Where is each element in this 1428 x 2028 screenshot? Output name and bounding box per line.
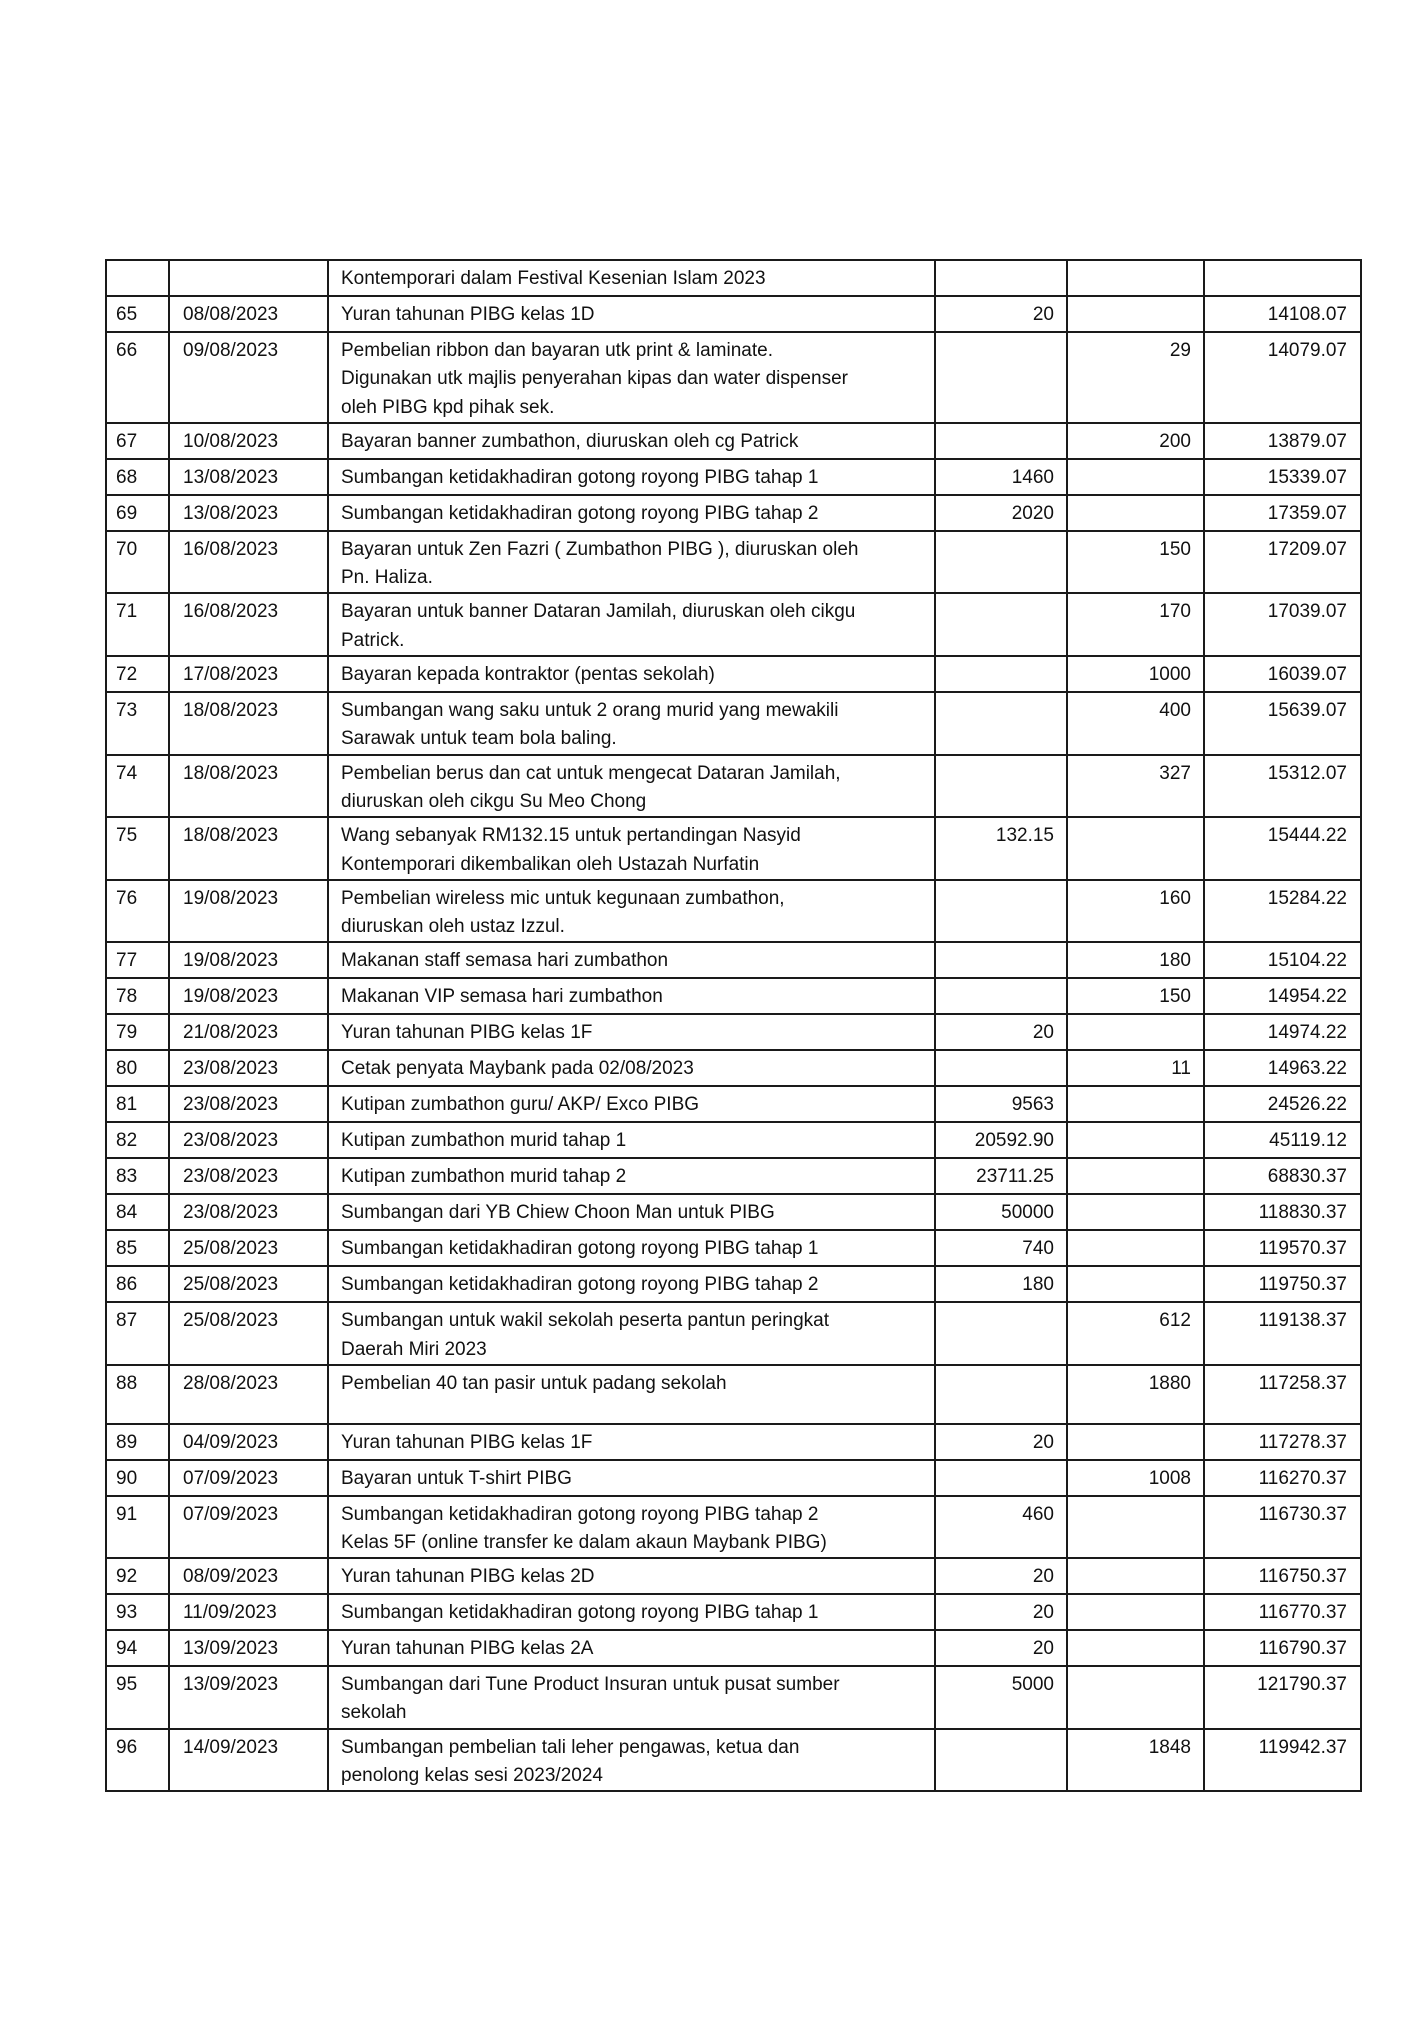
balance-cell: 16039.07	[1204, 656, 1361, 692]
row-number-cell: 87	[106, 1302, 169, 1365]
date-cell: 18/08/2023	[169, 817, 328, 880]
debit-cell	[1067, 1594, 1204, 1630]
credit-cell	[935, 656, 1067, 692]
debit-cell	[1067, 1266, 1204, 1302]
description-line: Sarawak untuk team bola baling.	[341, 728, 617, 750]
balance-cell: 13879.07	[1204, 423, 1361, 459]
row-number-cell: 79	[106, 1014, 169, 1050]
balance-cell: 15284.22	[1204, 880, 1361, 943]
credit-cell: 1460	[935, 459, 1067, 495]
description-line: Bayaran untuk banner Dataran Jamilah, diuruskan oleh cikgu	[341, 601, 856, 623]
row-number-cell: 85	[106, 1230, 169, 1266]
row-number-cell: 66	[106, 332, 169, 423]
description-cell	[328, 593, 935, 656]
row-number-cell: 86	[106, 1266, 169, 1302]
balance-cell: 116730.37	[1204, 1496, 1361, 1559]
date-cell: 21/08/2023	[169, 1014, 328, 1050]
debit-cell	[1067, 817, 1204, 880]
description-line: Wang sebanyak RM132.15 untuk pertandingan Nasyid	[341, 825, 801, 847]
row-number-cell: 70	[106, 531, 169, 594]
debit-cell: 200	[1067, 423, 1204, 459]
description-line: Pembelian berus dan cat untuk mengecat Dataran Jamilah,	[341, 762, 841, 784]
description-line: Sumbangan ketidakhadiran gotong royong PIBG tahap 1	[341, 1238, 819, 1260]
debit-cell	[1067, 1630, 1204, 1666]
credit-cell: 2020	[935, 495, 1067, 531]
row-number-cell: 76	[106, 880, 169, 943]
description-line: Sumbangan ketidakhadiran gotong royong PIBG tahap 1	[341, 1602, 819, 1624]
date-cell: 18/08/2023	[169, 692, 328, 755]
ledger-body	[106, 260, 1361, 1791]
description-line: Digunakan utk majlis penyerahan kipas dan water dispenser	[341, 368, 848, 390]
description-line: Bayaran kepada kontraktor (pentas sekolah)	[341, 664, 715, 686]
table-row	[106, 1050, 1361, 1086]
date-cell: 16/08/2023	[169, 531, 328, 594]
description-line: Kontemporari dikembalikan oleh Ustazah Nurfatin	[341, 853, 760, 875]
debit-cell	[1067, 1122, 1204, 1158]
description-cell	[328, 978, 935, 1014]
description-cell	[328, 495, 935, 531]
table-row	[106, 1266, 1361, 1302]
description-line: Daerah Miri 2023	[341, 1338, 487, 1360]
balance-cell: 116270.37	[1204, 1460, 1361, 1496]
description-line: diuruskan oleh cikgu Su Meo Chong	[341, 790, 647, 812]
description-cell	[328, 1496, 935, 1559]
description-cell	[328, 1460, 935, 1496]
debit-cell	[1067, 1158, 1204, 1194]
balance-cell: 119750.37	[1204, 1266, 1361, 1302]
row-number-cell: 83	[106, 1158, 169, 1194]
row-number-cell: 96	[106, 1729, 169, 1792]
balance-cell: 14963.22	[1204, 1050, 1361, 1086]
date-cell: 10/08/2023	[169, 423, 328, 459]
row-number-cell: 77	[106, 942, 169, 978]
row-number-cell: 68	[106, 459, 169, 495]
date-cell: 14/09/2023	[169, 1729, 328, 1792]
table-row	[106, 296, 1361, 332]
balance-cell: 15312.07	[1204, 755, 1361, 818]
date-cell: 17/08/2023	[169, 656, 328, 692]
debit-cell: 150	[1067, 978, 1204, 1014]
description-line: Yuran tahunan PIBG kelas 2A	[341, 1638, 594, 1660]
balance-cell: 15339.07	[1204, 459, 1361, 495]
description-cell	[328, 1302, 935, 1365]
description-cell	[328, 942, 935, 978]
credit-cell: 5000	[935, 1666, 1067, 1729]
description-line: Cetak penyata Maybank pada 02/08/2023	[341, 1058, 694, 1080]
credit-cell	[935, 332, 1067, 423]
description-line: Sumbangan wang saku untuk 2 orang murid yang mewakili	[341, 700, 839, 722]
credit-cell	[935, 978, 1067, 1014]
balance-cell: 116790.37	[1204, 1630, 1361, 1666]
date-cell: 07/09/2023	[169, 1496, 328, 1559]
date-cell: 13/08/2023	[169, 459, 328, 495]
table-row	[106, 1729, 1361, 1792]
table-row	[106, 978, 1361, 1014]
credit-cell: 20	[935, 1424, 1067, 1460]
row-number-cell: 92	[106, 1558, 169, 1594]
description-line: Kutipan zumbathon murid tahap 2	[341, 1166, 627, 1188]
credit-cell: 740	[935, 1230, 1067, 1266]
table-row	[106, 1424, 1361, 1460]
date-cell: 19/08/2023	[169, 978, 328, 1014]
debit-cell	[1067, 1666, 1204, 1729]
balance-cell: 15639.07	[1204, 692, 1361, 755]
date-cell: 07/09/2023	[169, 1460, 328, 1496]
balance-cell: 14954.22	[1204, 978, 1361, 1014]
credit-cell	[935, 531, 1067, 594]
table-row	[106, 1302, 1361, 1365]
description-line: Sumbangan dari YB Chiew Choon Man untuk PIBG	[341, 1202, 775, 1224]
credit-cell	[935, 1302, 1067, 1365]
date-cell: 19/08/2023	[169, 880, 328, 943]
description-line: Pembelian 40 tan pasir untuk padang sekolah	[341, 1373, 727, 1395]
debit-cell: 612	[1067, 1302, 1204, 1365]
balance-cell: 116770.37	[1204, 1594, 1361, 1630]
table-row	[106, 1496, 1361, 1559]
row-number-cell: 74	[106, 755, 169, 818]
debit-cell: 1880	[1067, 1365, 1204, 1424]
description-cell	[328, 459, 935, 495]
balance-cell	[1204, 260, 1361, 296]
description-cell	[328, 260, 935, 296]
credit-cell	[935, 423, 1067, 459]
description-cell	[328, 1729, 935, 1792]
table-row	[106, 459, 1361, 495]
row-number-cell: 91	[106, 1496, 169, 1559]
description-line: Pn. Haliza.	[341, 567, 433, 589]
table-row	[106, 1558, 1361, 1594]
description-line: Bayaran untuk T-shirt PIBG	[341, 1467, 572, 1489]
balance-cell: 121790.37	[1204, 1666, 1361, 1729]
debit-cell: 1848	[1067, 1729, 1204, 1792]
debit-cell	[1067, 495, 1204, 531]
debit-cell: 327	[1067, 755, 1204, 818]
table-row	[106, 1122, 1361, 1158]
date-cell: 16/08/2023	[169, 593, 328, 656]
balance-cell: 119942.37	[1204, 1729, 1361, 1792]
table-row	[106, 880, 1361, 943]
description-cell	[328, 1050, 935, 1086]
debit-cell	[1067, 1230, 1204, 1266]
credit-cell	[935, 880, 1067, 943]
description-cell	[328, 817, 935, 880]
description-cell	[328, 692, 935, 755]
date-cell: 04/09/2023	[169, 1424, 328, 1460]
debit-cell: 180	[1067, 942, 1204, 978]
credit-cell: 23711.25	[935, 1158, 1067, 1194]
description-cell	[328, 1424, 935, 1460]
row-number-cell: 69	[106, 495, 169, 531]
row-number-cell: 78	[106, 978, 169, 1014]
description-cell	[328, 531, 935, 594]
row-number-cell: 67	[106, 423, 169, 459]
debit-cell	[1067, 260, 1204, 296]
balance-cell: 24526.22	[1204, 1086, 1361, 1122]
description-cell	[328, 296, 935, 332]
row-number-cell: 84	[106, 1194, 169, 1230]
description-cell	[328, 1014, 935, 1050]
table-row	[106, 1460, 1361, 1496]
credit-cell: 20	[935, 1630, 1067, 1666]
balance-cell: 14079.07	[1204, 332, 1361, 423]
credit-cell: 460	[935, 1496, 1067, 1559]
description-cell	[328, 880, 935, 943]
description-cell	[328, 1158, 935, 1194]
table-row	[106, 817, 1361, 880]
credit-cell	[935, 942, 1067, 978]
table-row	[106, 1230, 1361, 1266]
row-number-cell: 81	[106, 1086, 169, 1122]
description-line: Pembelian wireless mic untuk kegunaan zumbathon,	[341, 887, 785, 909]
row-number-cell: 73	[106, 692, 169, 755]
description-line: oleh PIBG kpd pihak sek.	[341, 396, 555, 418]
row-number-cell: 94	[106, 1630, 169, 1666]
credit-cell: 50000	[935, 1194, 1067, 1230]
description-line: Bayaran untuk Zen Fazri ( Zumbathon PIBG ), diuruskan oleh	[341, 538, 859, 560]
table-row	[106, 1630, 1361, 1666]
date-cell: 23/08/2023	[169, 1050, 328, 1086]
description-line: Bayaran banner zumbathon, diuruskan oleh cg Patrick	[341, 430, 799, 452]
credit-cell: 20	[935, 296, 1067, 332]
table-row	[106, 531, 1361, 594]
credit-cell	[935, 1050, 1067, 1086]
debit-cell: 29	[1067, 332, 1204, 423]
date-cell: 23/08/2023	[169, 1158, 328, 1194]
table-row	[106, 692, 1361, 755]
debit-cell	[1067, 1194, 1204, 1230]
balance-cell: 68830.37	[1204, 1158, 1361, 1194]
description-line: Makanan staff semasa hari zumbathon	[341, 950, 669, 972]
balance-cell: 117258.37	[1204, 1365, 1361, 1424]
table-row	[106, 656, 1361, 692]
description-line: Sumbangan ketidakhadiran gotong royong PIBG tahap 1	[341, 466, 819, 488]
description-line: Yuran tahunan PIBG kelas 1D	[341, 304, 595, 325]
row-number-cell: 90	[106, 1460, 169, 1496]
credit-cell	[935, 1365, 1067, 1424]
credit-cell	[935, 1729, 1067, 1792]
description-cell	[328, 1122, 935, 1158]
debit-cell: 11	[1067, 1050, 1204, 1086]
description-line: Kontemporari dalam Festival Kesenian Islam 2023	[341, 268, 766, 289]
balance-cell: 119138.37	[1204, 1302, 1361, 1365]
credit-cell: 180	[935, 1266, 1067, 1302]
date-cell: 11/09/2023	[169, 1594, 328, 1630]
table-row	[106, 942, 1361, 978]
debit-cell: 150	[1067, 531, 1204, 594]
date-cell: 13/08/2023	[169, 495, 328, 531]
description-cell	[328, 332, 935, 423]
row-number-cell: 71	[106, 593, 169, 656]
table-row	[106, 755, 1361, 818]
debit-cell: 1008	[1067, 1460, 1204, 1496]
description-line: Sumbangan ketidakhadiran gotong royong PIBG tahap 2	[341, 1503, 819, 1525]
description-cell	[328, 423, 935, 459]
credit-cell	[935, 260, 1067, 296]
credit-cell: 132.15	[935, 817, 1067, 880]
row-number-cell: 89	[106, 1424, 169, 1460]
ledger-table	[105, 259, 1362, 1792]
credit-cell: 20	[935, 1014, 1067, 1050]
date-cell: 25/08/2023	[169, 1230, 328, 1266]
debit-cell: 160	[1067, 880, 1204, 943]
row-number-cell: 75	[106, 817, 169, 880]
description-cell	[328, 1230, 935, 1266]
description-line: diuruskan oleh ustaz Izzul.	[341, 916, 565, 938]
description-cell	[328, 1266, 935, 1302]
table-row	[106, 1666, 1361, 1729]
description-line: Pembelian ribbon dan bayaran utk print & laminate.	[341, 340, 773, 361]
description-line: penolong kelas sesi 2023/2024	[341, 1765, 603, 1787]
table-row	[106, 495, 1361, 531]
credit-cell	[935, 692, 1067, 755]
date-cell: 23/08/2023	[169, 1122, 328, 1158]
balance-cell: 17209.07	[1204, 531, 1361, 594]
table-row	[106, 1365, 1361, 1424]
description-line: sekolah	[341, 1702, 407, 1724]
table-row	[106, 593, 1361, 656]
description-line: Yuran tahunan PIBG kelas 1F	[341, 1022, 593, 1044]
balance-cell: 14974.22	[1204, 1014, 1361, 1050]
description-cell	[328, 1666, 935, 1729]
debit-cell: 1000	[1067, 656, 1204, 692]
credit-cell: 9563	[935, 1086, 1067, 1122]
description-cell	[328, 1086, 935, 1122]
table-row	[106, 1194, 1361, 1230]
description-line: Sumbangan pembelian tali leher pengawas, ketua dan	[341, 1736, 800, 1758]
row-number-cell: 72	[106, 656, 169, 692]
credit-cell: 20592.90	[935, 1122, 1067, 1158]
credit-cell	[935, 1460, 1067, 1496]
description-line: Kutipan zumbathon guru/ AKP/ Exco PIBG	[341, 1094, 700, 1116]
balance-cell: 14108.07	[1204, 296, 1361, 332]
row-number-cell: 82	[106, 1122, 169, 1158]
row-number-cell: 80	[106, 1050, 169, 1086]
description-cell	[328, 1365, 935, 1424]
date-cell	[169, 260, 328, 296]
debit-cell	[1067, 1424, 1204, 1460]
description-line: Makanan VIP semasa hari zumbathon	[341, 986, 663, 1008]
description-line: Kutipan zumbathon murid tahap 1	[341, 1130, 627, 1152]
credit-cell	[935, 593, 1067, 656]
debit-cell	[1067, 1558, 1204, 1594]
row-number-cell: 93	[106, 1594, 169, 1630]
table-row	[106, 260, 1361, 296]
description-line: Kelas 5F (online transfer ke dalam akaun Maybank PIBG)	[341, 1531, 827, 1553]
date-cell: 13/09/2023	[169, 1630, 328, 1666]
credit-cell	[935, 755, 1067, 818]
row-number-cell	[106, 260, 169, 296]
date-cell: 28/08/2023	[169, 1365, 328, 1424]
row-number-cell: 88	[106, 1365, 169, 1424]
date-cell: 13/09/2023	[169, 1666, 328, 1729]
debit-cell: 400	[1067, 692, 1204, 755]
description-cell	[328, 1194, 935, 1230]
debit-cell	[1067, 296, 1204, 332]
credit-cell: 20	[935, 1594, 1067, 1630]
row-number-cell: 65	[106, 296, 169, 332]
table-row	[106, 423, 1361, 459]
balance-cell: 118830.37	[1204, 1194, 1361, 1230]
description-cell	[328, 755, 935, 818]
description-cell	[328, 1558, 935, 1594]
balance-cell: 45119.12	[1204, 1122, 1361, 1158]
table-row	[106, 1594, 1361, 1630]
date-cell: 09/08/2023	[169, 332, 328, 423]
description-line: Sumbangan ketidakhadiran gotong royong PIBG tahap 2	[341, 1274, 819, 1296]
balance-cell: 15444.22	[1204, 817, 1361, 880]
date-cell: 23/08/2023	[169, 1194, 328, 1230]
table-row	[106, 332, 1361, 423]
debit-cell	[1067, 1086, 1204, 1122]
balance-cell: 17039.07	[1204, 593, 1361, 656]
balance-cell: 116750.37	[1204, 1558, 1361, 1594]
table-row	[106, 1086, 1361, 1122]
debit-cell	[1067, 1496, 1204, 1559]
debit-cell	[1067, 459, 1204, 495]
description-line: Yuran tahunan PIBG kelas 2D	[341, 1566, 595, 1588]
description-line: Sumbangan dari Tune Product Insuran untuk pusat sumber	[341, 1674, 840, 1696]
description-cell	[328, 1594, 935, 1630]
description-cell	[328, 656, 935, 692]
date-cell: 25/08/2023	[169, 1302, 328, 1365]
description-line: Patrick.	[341, 629, 405, 651]
description-cell	[328, 1630, 935, 1666]
date-cell: 25/08/2023	[169, 1266, 328, 1302]
balance-cell: 119570.37	[1204, 1230, 1361, 1266]
description-line: Sumbangan ketidakhadiran gotong royong PIBG tahap 2	[341, 502, 819, 524]
balance-cell: 117278.37	[1204, 1424, 1361, 1460]
date-cell: 08/08/2023	[169, 296, 328, 332]
debit-cell	[1067, 1014, 1204, 1050]
description-line: Yuran tahunan PIBG kelas 1F	[341, 1431, 593, 1453]
balance-cell: 15104.22	[1204, 942, 1361, 978]
date-cell: 08/09/2023	[169, 1558, 328, 1594]
balance-cell: 17359.07	[1204, 495, 1361, 531]
description-line: Sumbangan untuk wakil sekolah peserta pantun peringkat	[341, 1310, 829, 1332]
date-cell: 23/08/2023	[169, 1086, 328, 1122]
credit-cell: 20	[935, 1558, 1067, 1594]
date-cell: 19/08/2023	[169, 942, 328, 978]
debit-cell: 170	[1067, 593, 1204, 656]
table-row	[106, 1158, 1361, 1194]
row-number-cell: 95	[106, 1666, 169, 1729]
date-cell: 18/08/2023	[169, 755, 328, 818]
table-row	[106, 1014, 1361, 1050]
